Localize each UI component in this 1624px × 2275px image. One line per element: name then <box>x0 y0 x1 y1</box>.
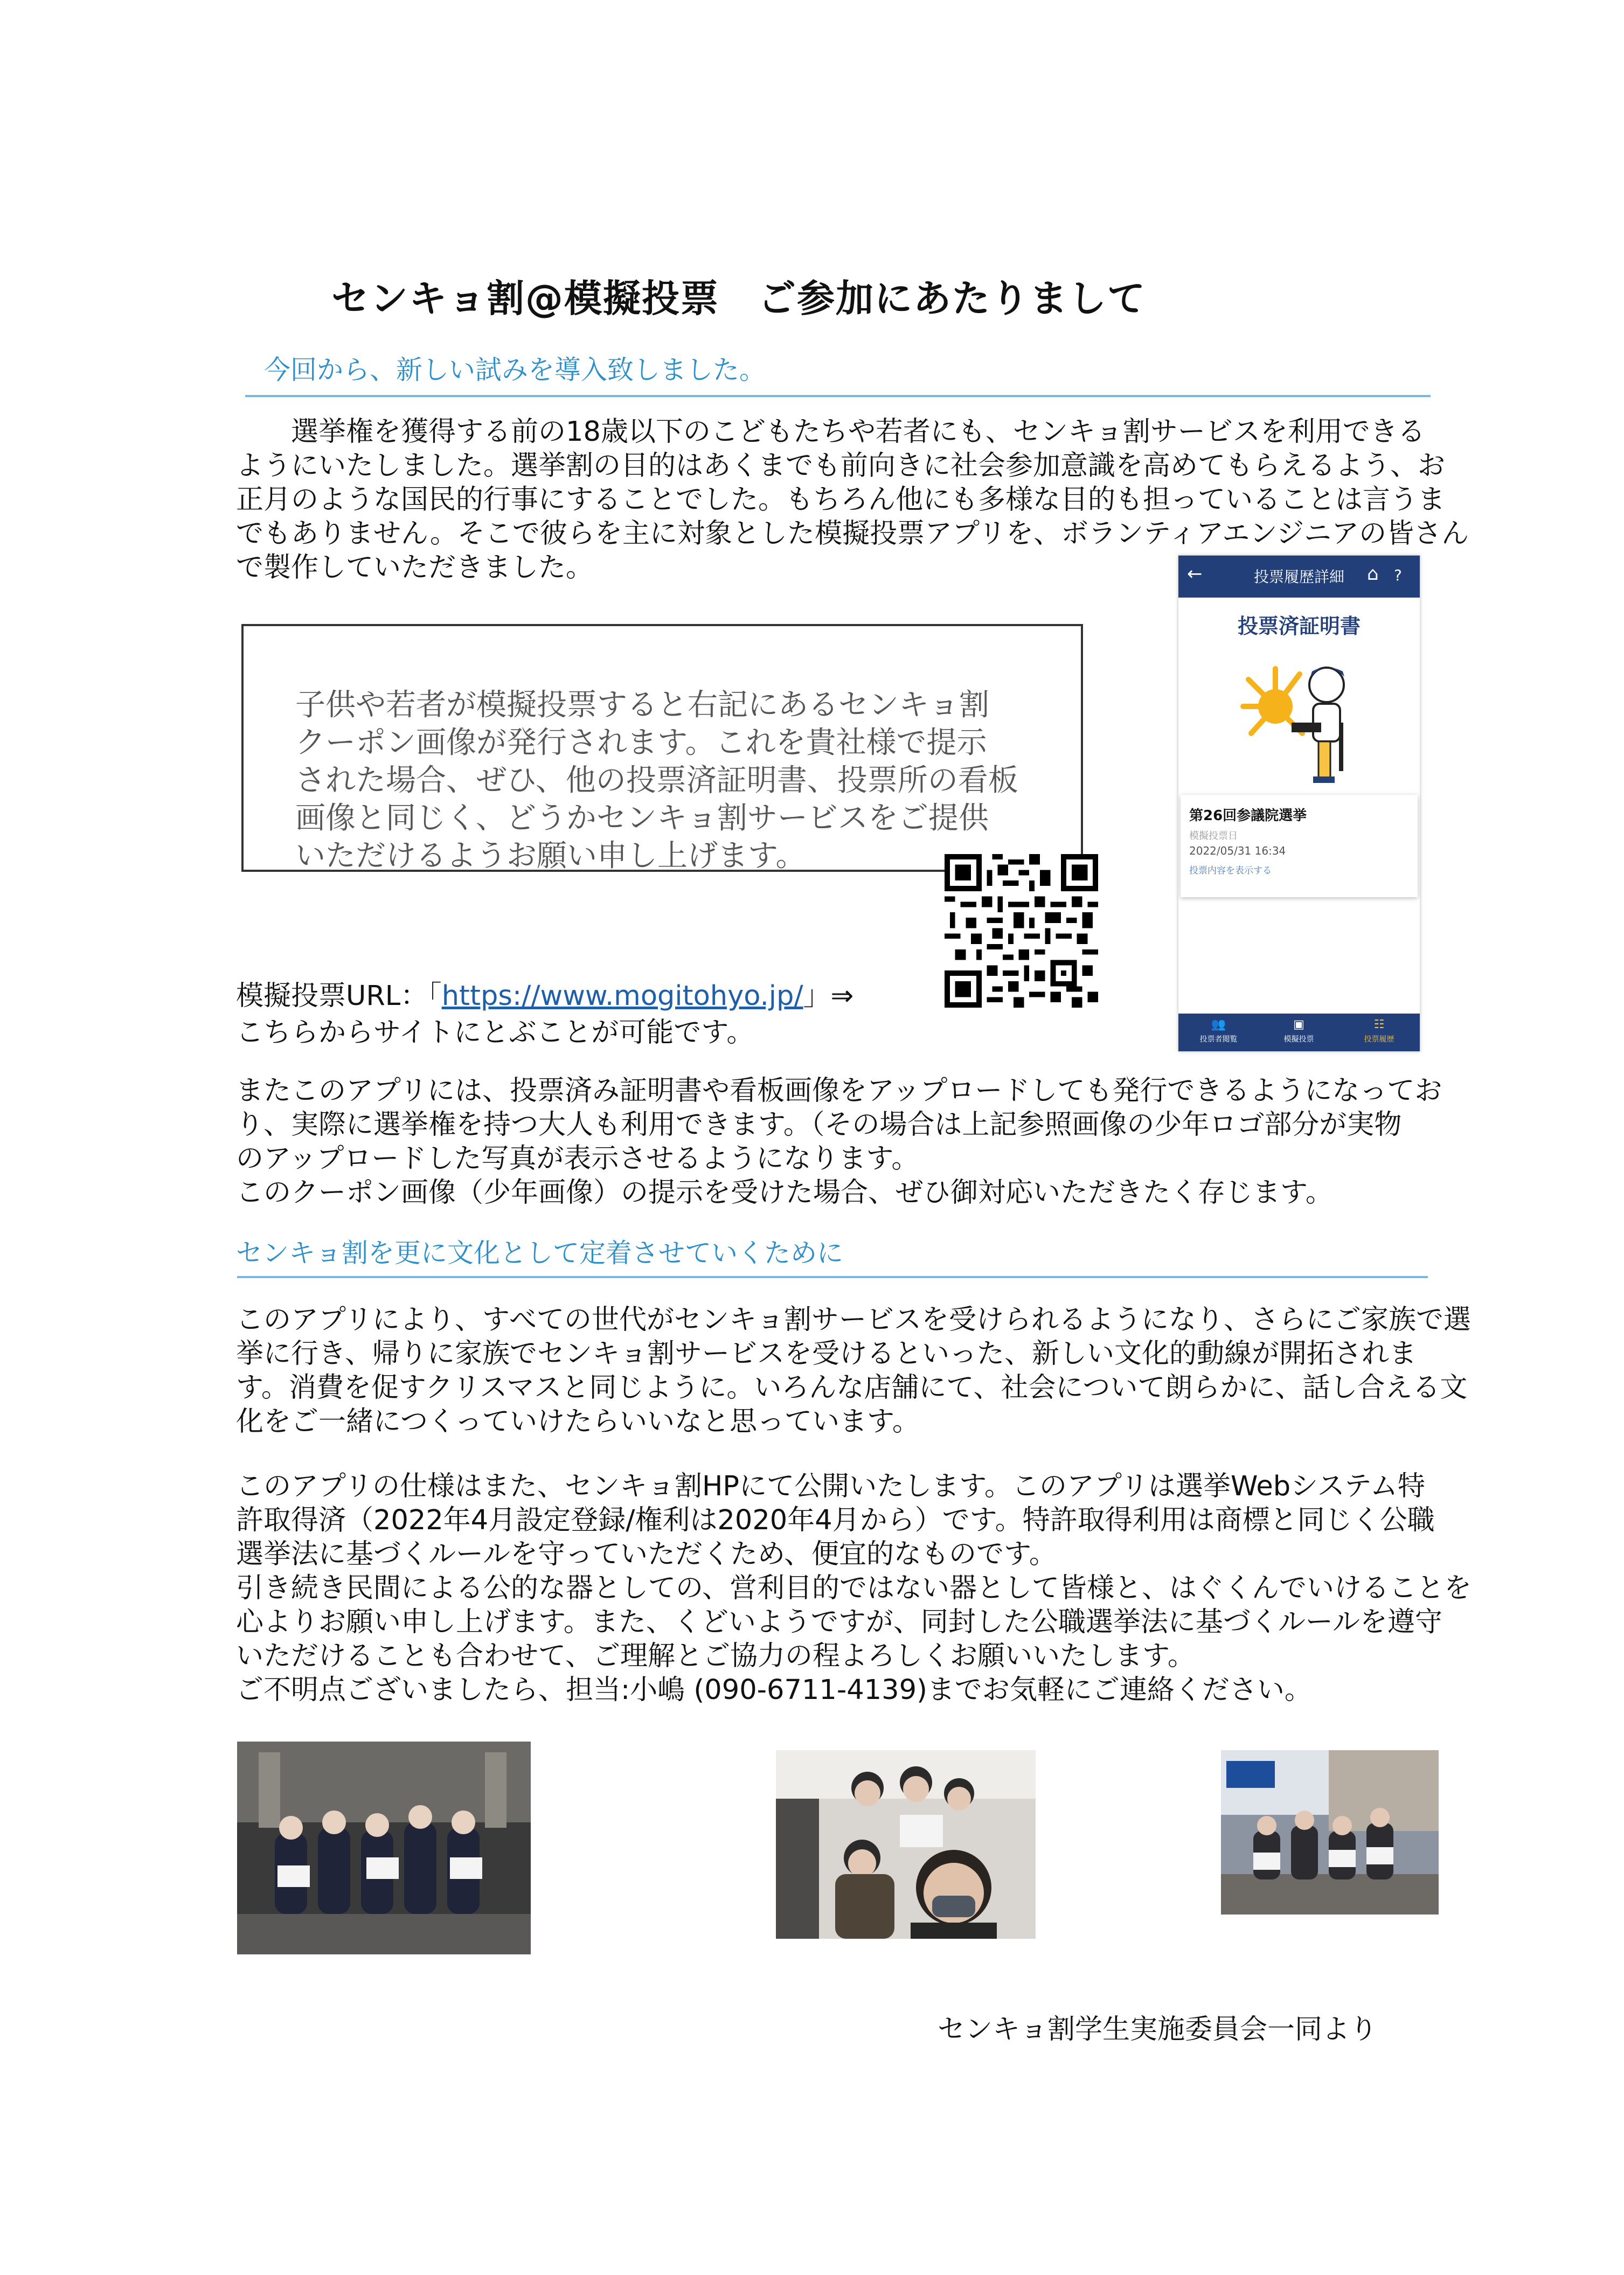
paragraph-line: り、実際に選挙権を持つ大人も利用できます。（その場合は上記参照画像の少年ロゴ部分が実物 <box>236 1109 1402 1141</box>
show-vote-link[interactable]: 投票内容を表示する <box>1189 865 1272 876</box>
election-title: 第26回参議院選挙 <box>1189 808 1307 824</box>
paragraph-line: 許取得済（2022年4月設定登録/権利は2020年4月から）です。特許取得利用は商標と同じく公職 <box>236 1504 1435 1536</box>
app-header <box>1178 556 1420 598</box>
section-divider <box>237 1276 1428 1278</box>
people-icon: 👥 <box>1211 1018 1226 1031</box>
app-usage-paragraph <box>236 1074 1442 1210</box>
paragraph-line: このアプリにより、すべての世代がセンキョ割サービスを受けられるようになり、さらにご家族で選 <box>236 1304 1471 1336</box>
paragraph-line: またこのアプリには、投票済み証明書や看板画像をアップロードしても発行できるようになってお <box>236 1075 1442 1107</box>
section-heading-new-attempt: 今回から、新しい試みを導入致しました。 <box>264 355 766 385</box>
tab-label: 投票者閲覧 <box>1199 1035 1238 1044</box>
signature: センキョ割学生実施委員会一同より <box>938 2014 1378 2045</box>
notice-line: いただけるようお願い申し上げます。 <box>295 838 806 873</box>
paragraph-line: のアップロードした写真が表示させるようになります。 <box>236 1143 919 1175</box>
url-note: こちらからサイトにとぶことが可能です。 <box>236 1017 754 1049</box>
election-card[interactable] <box>1181 795 1418 897</box>
qr-code-icon[interactable] <box>945 854 1098 1008</box>
vote-datetime: 2022/05/31 16:34 <box>1189 844 1286 857</box>
notice-line: 画像と同じく、どうかセンキョ割サービスをご提供 <box>295 801 989 836</box>
paragraph-line: 正月のような国民的行事にすることでした。もちろん他にも多様な目的も担っていることは言うま <box>236 484 1446 516</box>
paragraph-line: 選挙権を獲得する前の18歳以下のこどもたちや若者にも、センキョ割サービスを利用できる <box>236 416 1425 448</box>
app-tab-bar <box>1178 1014 1420 1051</box>
paragraph-line: いただけることも合わせて、ご理解とご協力の程よろしくお願いいたします。 <box>236 1640 1195 1672</box>
notice-line: された場合、ぜひ、他の投票済証明書、投票所の看板 <box>295 763 1018 798</box>
student-group-photo-1 <box>237 1742 531 1954</box>
notice-box <box>241 624 1083 872</box>
app-header-title: 投票履歴詳細 <box>1253 568 1344 586</box>
tab-label: 模擬投票 <box>1283 1035 1314 1044</box>
tab-mock-vote[interactable] <box>1259 1014 1339 1051</box>
paragraph-line: ご不明点ございましたら、担当:小嶋 (090-6711-4139)までお気軽にご連絡ください。 <box>236 1674 1312 1706</box>
paragraph-line: 選挙法に基づくルールを守っていただくため、便宜的なものです。 <box>236 1538 1057 1570</box>
student-group-photo-2 <box>776 1750 1036 1939</box>
certificate-title: 投票済証明書 <box>1237 614 1361 638</box>
paragraph-line: す。消費を促すクリスマスと同じように。いろんな店舗にて、社会について朗らかに、話し合える文 <box>236 1372 1468 1404</box>
help-icon[interactable]: ? <box>1394 566 1402 584</box>
paragraph-line: 心よりお願い申し上げます。また、くどいようですが、同封した公職選挙法に基づくルールを遵守 <box>236 1606 1442 1638</box>
url-prefix: 模擬投票URL：「 <box>236 980 442 1012</box>
paragraph-line: 化をご一緒につくっていけたらいいなと思っています。 <box>236 1406 920 1438</box>
boy-illustration-icon <box>1232 647 1372 793</box>
election-subtitle: 模擬投票日 <box>1189 830 1238 842</box>
tab-voter-view[interactable] <box>1178 1014 1259 1051</box>
section-heading-culture: センキョ割を更に文化として定着させていくために <box>236 1238 844 1268</box>
paragraph-line: でもありません。そこで彼らを主に対象とした模擬投票アプリを、ボランティアエンジニアの皆さん <box>236 518 1469 550</box>
student-group-photo-3 <box>1221 1750 1439 1915</box>
tab-vote-history[interactable] <box>1339 1014 1419 1051</box>
home-icon[interactable]: ⌂ <box>1367 563 1379 585</box>
notice-line: 子供や若者が模擬投票すると右記にあるセンキョ割 <box>295 688 989 723</box>
notice-text <box>295 686 1018 875</box>
paragraph-line: 挙に行き、帰りに家族でセンキョ割サービスを受けるといった、新しい文化的動線が開拓されま <box>236 1338 1417 1370</box>
mock-vote-link[interactable]: https://www.mogitohyo.jp/ <box>441 980 803 1012</box>
ballot-icon: ▣ <box>1293 1018 1304 1031</box>
notice-line: クーポン画像が発行されます。これを貴社様で提示 <box>295 725 987 760</box>
paragraph-line: 引き続き民間による公的な器としての、営利目的ではない器として皆様と、はぐくんでいけることを <box>236 1572 1472 1604</box>
url-suffix: 」⇒ <box>803 980 854 1012</box>
page-title: センキョ割@模擬投票 ご参加にあたりまして <box>331 276 1146 321</box>
arrow-left-icon[interactable]: ← <box>1187 563 1203 585</box>
paragraph-line: このクーポン画像（少年画像）の提示を受けた場合、ぜひ御対応いただきたく存じます。 <box>236 1177 1333 1209</box>
app-screenshot <box>1178 555 1420 1052</box>
spec-paragraph <box>236 1469 1472 1707</box>
section-divider <box>245 395 1431 397</box>
tab-label: 投票履歴 <box>1364 1035 1394 1044</box>
history-icon: ☷ <box>1373 1018 1385 1031</box>
mock-vote-url <box>236 973 853 1013</box>
paragraph-line: ようにいたしました。選挙割の目的はあくまでも前向きに社会参加意識を高めてもらえるよう、お <box>236 450 1446 482</box>
culture-paragraph <box>236 1303 1471 1439</box>
paragraph-line: で製作していただきました。 <box>236 552 594 584</box>
paragraph-line: このアプリの仕様はまた、センキョ割HPにて公開いたします。このアプリは選挙Webシステム特 <box>236 1471 1426 1502</box>
